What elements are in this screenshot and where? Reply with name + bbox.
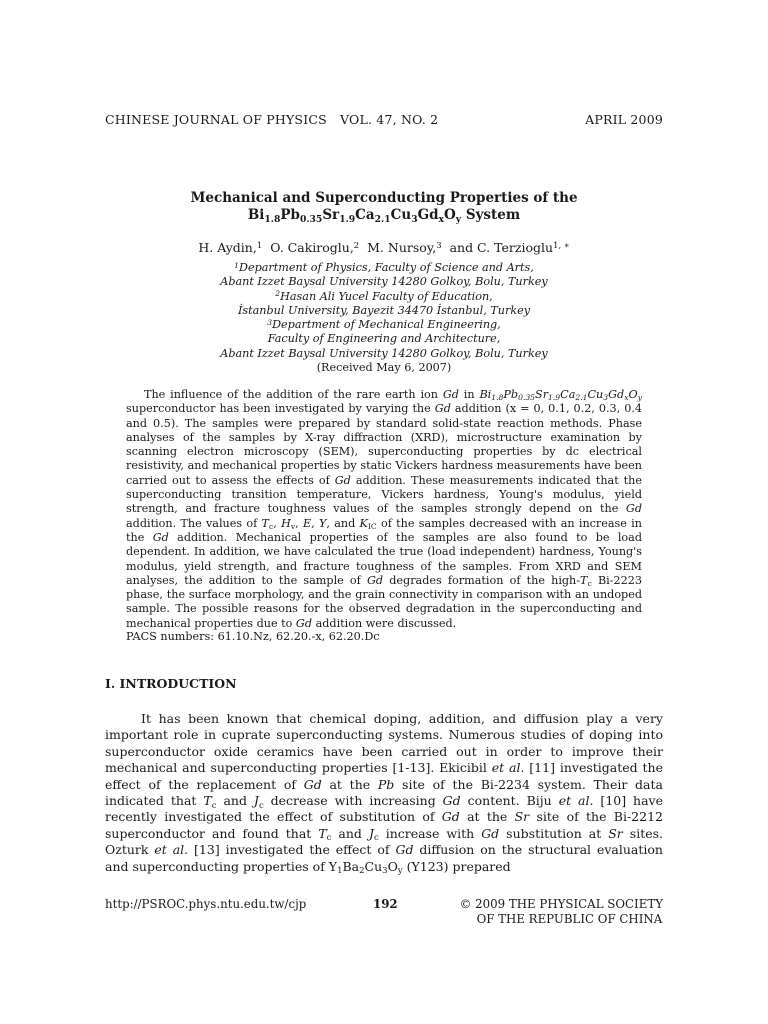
title-system-word: System [465,207,521,223]
journal-volume: VOL. 47, NO. 2 [340,112,439,127]
pacs-numbers: PACS numbers: 61.10.Nz, 62.20.-x, 62.20.Dc [126,630,380,643]
author-4: and C. Terzioglu$^{1, ∗}$ [449,240,570,255]
affiliation-line: Abant Izzet Baysal University 14280 Golkoy, Bolu, Turkey [220,275,548,289]
section-heading: I. INTRODUCTION [105,676,237,691]
received-date: (Received May 6, 2007) [316,361,452,375]
title-line-1: Mechanical and Superconducting Properties of the [190,190,578,206]
copyright-line-1: © 2009 THE PHYSICAL SOCIETY [459,897,663,911]
introduction-text: It has been known that chemical doping, addition, and diffusion play a very important role in cuprate superconducting systems. Numerous studies of doping into superconductor oxide ceramics have been carried out in order to improve their mechanical and superconducting properties [1-13]. Ekicibil et al. [11] investigated the effect of the replacement of Gd at the Pb site of the Bi-2234 system. Their data indicated that $T_c$ and $J_c$ decrease with increasing Gd content. Biju et al. [10] have recently investigated the effect of substitution of Gd at the Sr site of the Bi-2212 superconductor and found that $T_c$ and $J_c$ increase with Gd substitution at Sr sites. Ozturk et al. [13] investigated the effect of Gd diffusion on the structural evaluation and superconducting properties of $Y_1Ba_2Cu_3O_y$ (Y123) prepared [105,711,664,877]
copyright [460,897,663,927]
page-footer [105,897,663,929]
author-1: H. Aydin,$^1$ [198,240,263,255]
abstract-text: The influence of the addition of the rare earth ion Gd in $Bi_{1.8}Pb_{0.35}Sr_{1.9}Ca_{2.1}Cu_3Gd_xO_y$ superconductor has been investigated by varying the Gd addition (x = 0, 0.1, 0.2, 0.3, 0.4 and 0.5). The samples were prepared by standard solid-state reaction methods. Phase analyses of the samples by X-ray diffraction (XRD), microstructure examination by scanning electron microscopy (SEM), superconducting properties by dc electrical resistivity, and mechanical properties by static Vickers hardness measurements have been carried out to assess the effects of Gd addition. These measurements indicated that the superconducting transition temperature, Vickers hardness, Young's modulus, yield strength, and fracture toughness values of the samples strongly depend on the Gd addition. The values of $T_c$, $H_v$, E, Y, and $K_{IC}$ of the samples decreased with an increase in the Gd addition. Mechanical properties of the samples are also found to be load dependent. In addition, we have calculated the true (load independent) hardness, Young's modulus, yield strength, and fracture toughness of the samples. From XRD and SEM analyses, the addition to the sample of Gd degrades formation of the high-$T_c$ Bi-2223 phase, the surface morphology, and the grain connectivity in comparison with an undoped sample. The possible reasons for the observed degradation in the superconducting and mechanical properties due to Gd addition were discussed. [126,388,643,630]
affiliation-line: Abant Izzet Baysal University 14280 Golkoy, Bolu, Turkey [220,346,548,360]
affiliation-line: Faculty of Engineering and Architecture, [267,332,501,346]
journal-url[interactable]: http://PSROC.phys.ntu.edu.tw/cjp [105,897,307,911]
page-number: 192 [373,897,398,911]
affiliation-line: $^1$Department of Physics, Faculty of Science and Arts, [234,260,534,274]
author-2: O. Cakiroglu,$^2$ [270,240,360,255]
abstract [126,388,642,631]
author-list [105,240,663,255]
introduction [105,711,663,875]
issue-date: APRIL 2009 [585,112,663,127]
journal-name: CHINESE JOURNAL OF PHYSICS [105,112,327,127]
author-3: M. Nursoy,$^3$ [367,240,442,255]
running-header [105,112,663,128]
affiliations [105,261,663,375]
affiliation-line: $^2$Hasan Ali Yucel Faculty of Education, [275,289,493,303]
title-formula: $Bi_{1.8}Pb_{0.35}Sr_{1.9}Ca_{2.1}Cu_3Gd_xO_y$ [247,207,462,225]
affiliation-line: İstanbul University, Bayezit 34470 İstanbul, Turkey [237,303,531,317]
title-line-2 [105,207,663,224]
affiliation-line: $^3$Department of Mechanical Engineering, [267,317,501,332]
copyright-line-2: OF THE REPUBLIC OF CHINA [476,912,663,926]
paper-title [105,190,663,224]
